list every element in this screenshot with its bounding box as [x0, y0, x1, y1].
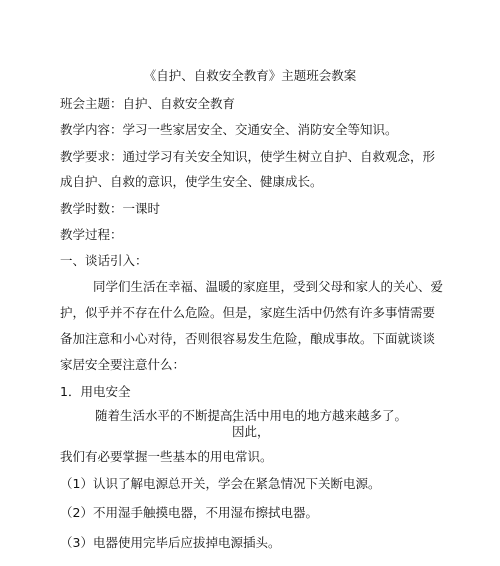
intro-paragraph-line: 护，似乎并不存在什么危险。但是，家庭生活中仍然有许多事情需要	[60, 305, 436, 320]
section-heading-intro: 一、谈话引入：	[60, 253, 148, 268]
electricity-item: （3）电器使用完毕后应拔掉电源插头。	[60, 535, 281, 550]
intro-paragraph-line: 家居安全要注意什么：	[60, 357, 186, 372]
electricity-text-a: 随着生活水平的不断提高，	[95, 408, 246, 423]
document-title: 《自护、自救安全教育》主题班会教案	[143, 68, 357, 83]
teaching-hours: 教学时数：一课时	[60, 201, 161, 216]
intro-paragraph-line: 同学们生活在幸福、温暖的家庭里，受到父母和家人的关心、爱	[93, 279, 444, 294]
electricity-item: （1）认识了解电源总开关，学会在紧急情况下关断电源。	[60, 476, 381, 491]
electricity-intro: 我们有必要掌握一些基本的用电常识。	[60, 449, 273, 464]
electricity-text-b: 生活中用电的地方越来越多了。	[232, 408, 408, 423]
class-theme: 班会主题：自护、自救安全教育	[60, 96, 236, 111]
intro-paragraph-line: 备加注意和小心对待，否则很容易发生危险，酿成事故。下面就谈谈	[60, 331, 436, 346]
electricity-item: （2）不用湿手触摸电器，不用湿布擦拭电器。	[60, 505, 318, 520]
teaching-requirement-line2: 成自护、自救的意识，使学生安全、健康成长。	[60, 174, 323, 189]
teaching-content: 教学内容：学习一些家居安全、交通安全、消防安全等知识。	[60, 122, 398, 137]
teaching-requirement-line1: 教学要求：通过学习有关安全知识，使学生树立自护、自救观念，形	[60, 149, 436, 164]
section-heading-electricity: 1．用电安全	[60, 384, 131, 399]
electricity-text-c: 因此，	[232, 424, 270, 439]
teaching-process: 教学过程：	[60, 227, 123, 242]
